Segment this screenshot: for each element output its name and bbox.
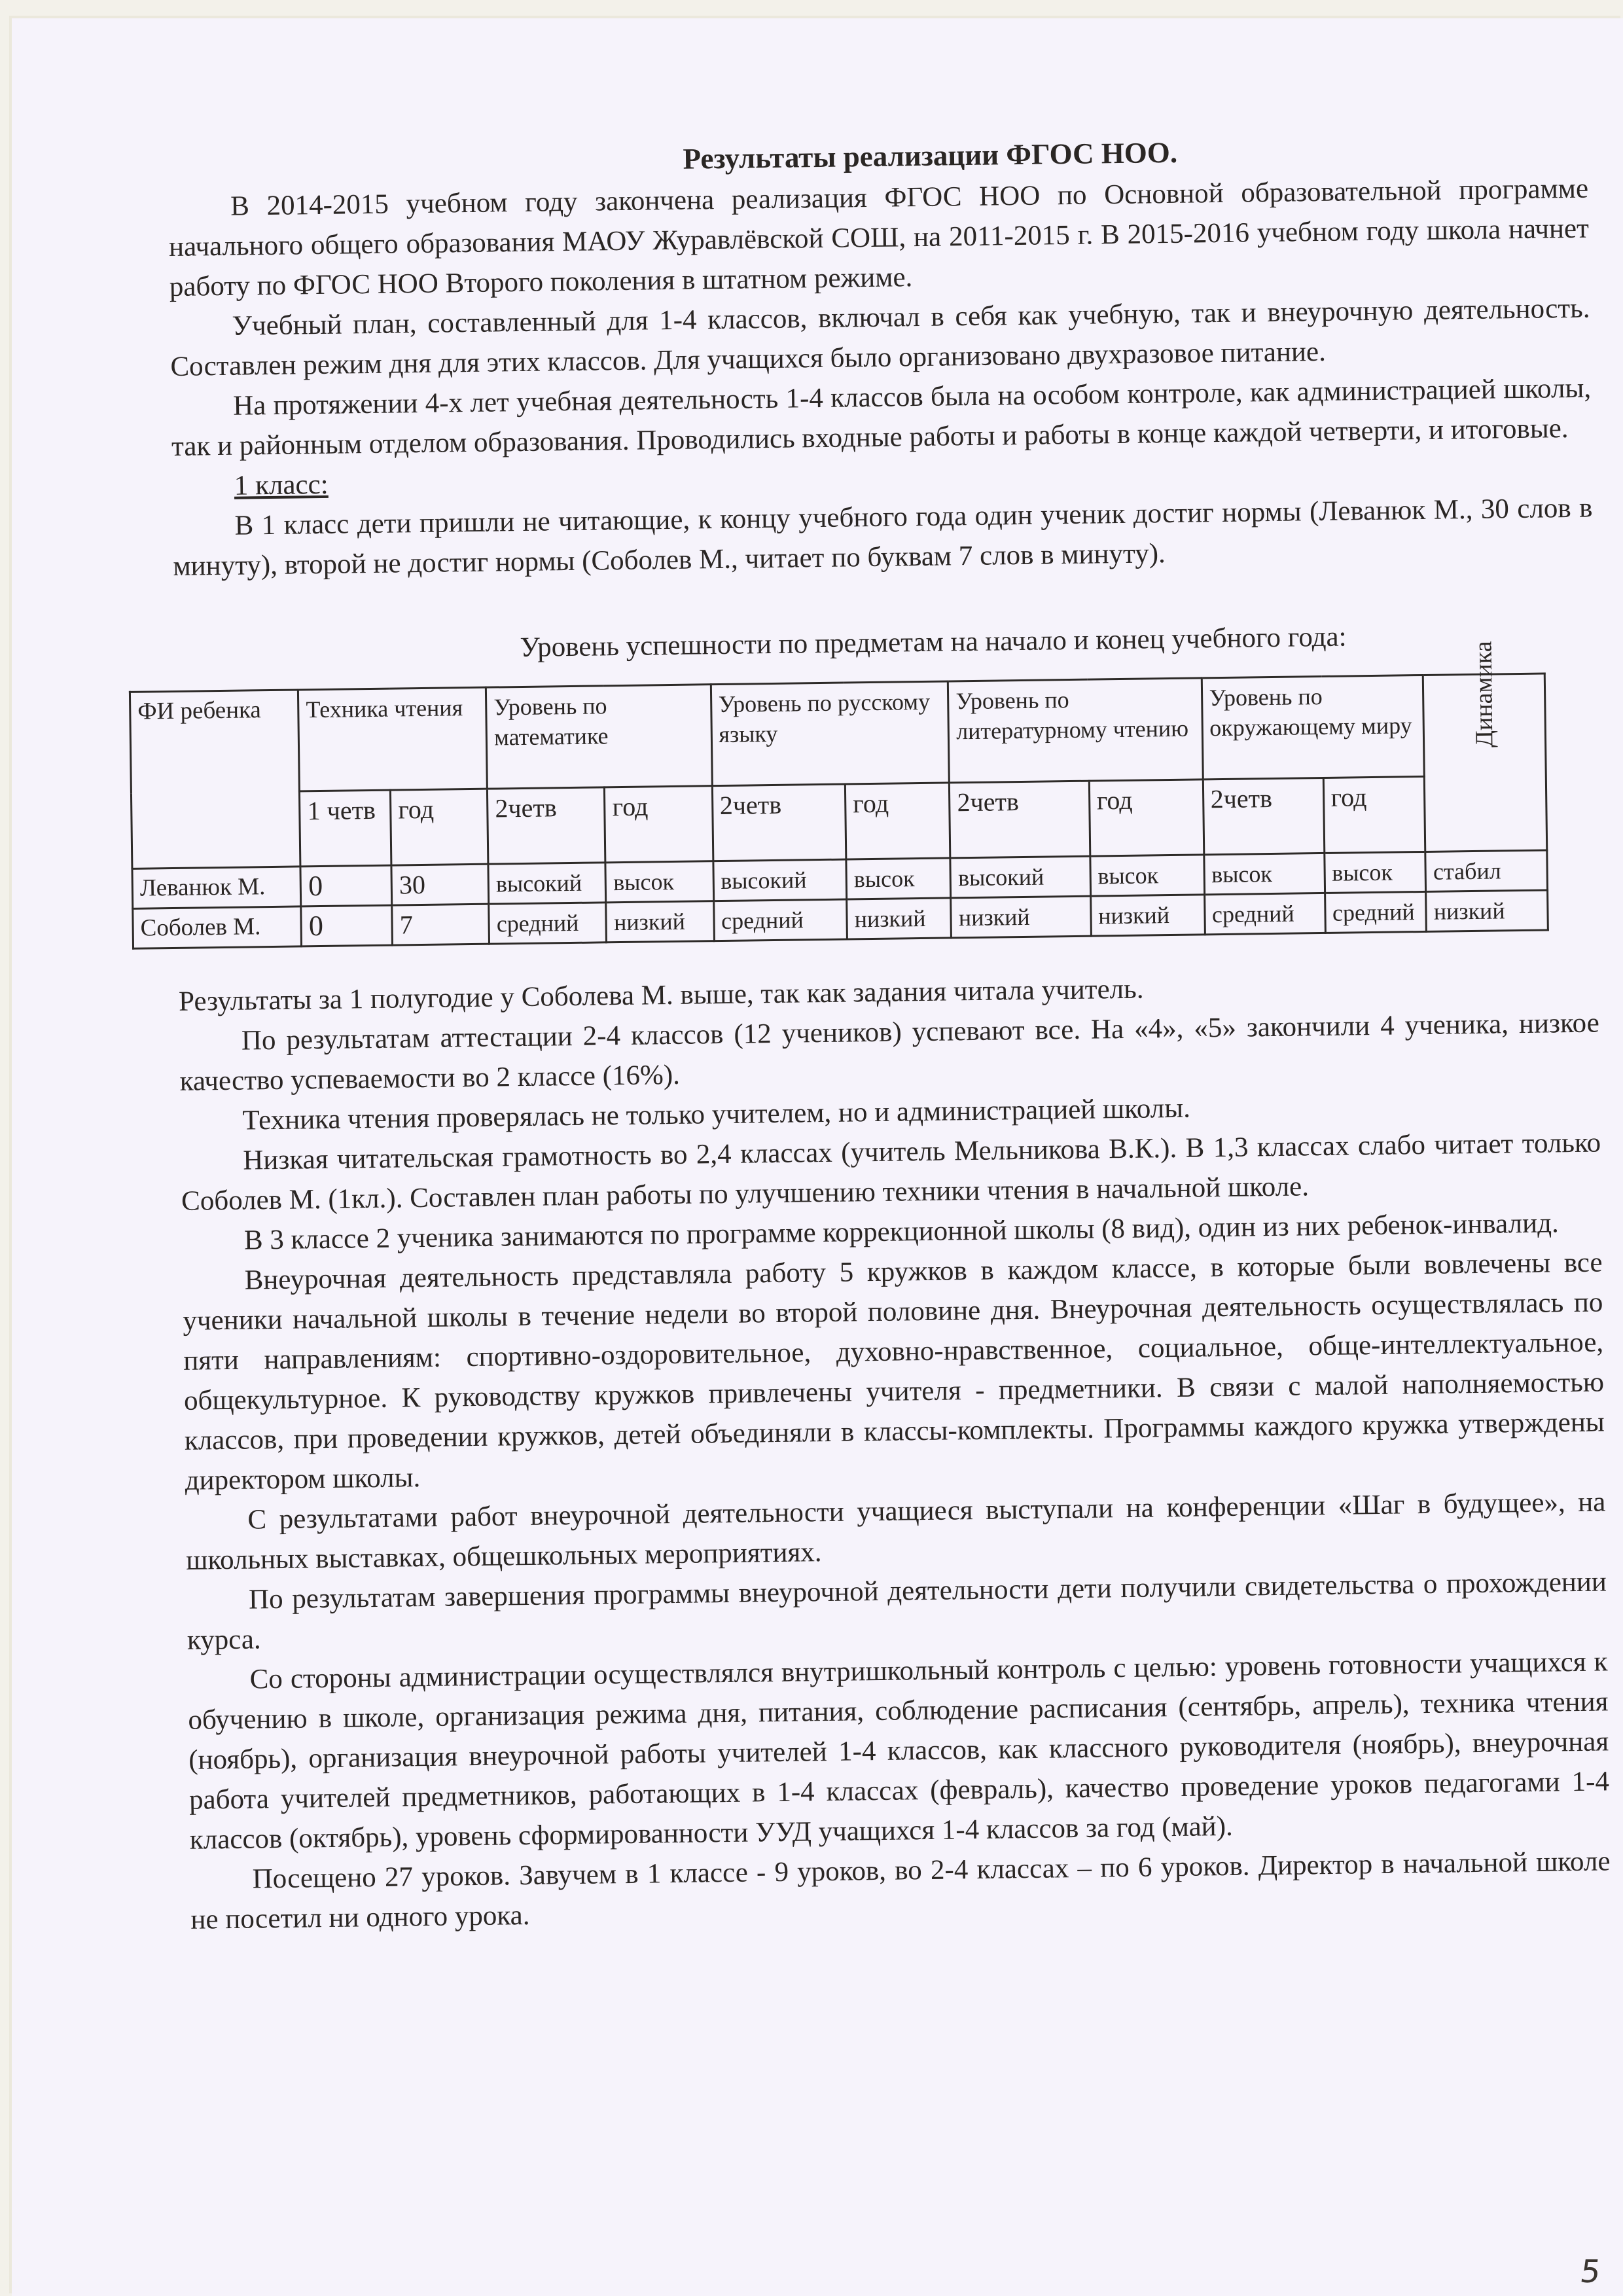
student-name: Соболев М. bbox=[133, 906, 302, 948]
table-header-row-groups bbox=[130, 673, 1546, 793]
cell-value: средний bbox=[713, 899, 847, 941]
subheading-class-1: 1 класс: bbox=[234, 469, 329, 501]
paragraph-internal-control: Со стороны администрации осуществлялся внутришкольный контроль с целью: уровень готовности учащихся к обучению в школе, организация режима дня, питания, соблюдение расписания (сентябрь, апрель), техника чтения (ноябрь), организация внеурочной работы учителей 1-4 классов, как классного руководителя (ноябрь), внеурочная работа учителей предметников, работающих в 1-4 классах (февраль), качество проведение уроков педагогами 1-4 классов (октябрь), уровень сформированности УУД учащихся 1-4 классов за год (май). bbox=[188, 1646, 1610, 1856]
paragraph-visited-lessons: Посещено 27 уроков. Завучем в 1 классе - 9 уроков, во 2-4 классах – по 6 уроков. Директор в начальной школе не посетил ни одного урока. bbox=[190, 1846, 1611, 1935]
cell-value: 0 bbox=[301, 905, 393, 946]
column-header-dynamics: Динамика bbox=[1423, 673, 1547, 852]
column-header-literary-reading: Уровень по литературному чтению bbox=[948, 678, 1203, 783]
subcolumn-header: год bbox=[391, 789, 489, 865]
cell-value: высок bbox=[605, 861, 713, 903]
table-caption: Уровень успешности по предметам на начало и конец учебного года: bbox=[520, 621, 1347, 664]
document-body bbox=[137, 128, 1611, 1940]
cell-value: высокий bbox=[488, 863, 606, 904]
cell-value: средний bbox=[1325, 891, 1427, 933]
subcolumn-header: год bbox=[1323, 776, 1425, 853]
paragraph-curriculum: Учебный план, составленный для 1-4 классов, включал в себя как учебную, так и внеурочную деятельность. Составлен режим дня для этих классов. Для учащихся было организовано двухразовое питание. bbox=[170, 293, 1590, 382]
scanned-page bbox=[12, 18, 1623, 2296]
subcolumn-header: год bbox=[845, 783, 950, 859]
page-number: 5 bbox=[1578, 2253, 1603, 2290]
paragraph-reading-check: Техника чтения проверялась не только учителем, но и администрацией школы. bbox=[242, 1092, 1191, 1136]
paragraph-certificates: По результатам завершения программы внеурочной деятельности дети получили свидетельства о прохождении курса. bbox=[187, 1566, 1607, 1656]
cell-value: высок bbox=[846, 858, 951, 899]
paragraph-extracurricular: Внеурочная деятельность представляла работу 5 кружков в каждом классе, в которые были вовлечены все ученики начальной школы в течение недели во второй половине дня. Внеурочная деятельность осуществлялась по пяти направлениям: спортивно-оздоровительное, духовно-нравственное, социальное, обще-интеллектуальное, общекультурное. К руководству кружков привлечены учителя - предметники. В связи с малой наполняемостью классов, при проведении кружков, детей объединяли в классы-комплекты. Программы каждого кружка утверждены директором школы. bbox=[183, 1247, 1605, 1496]
subcolumn-header: 2четв bbox=[1203, 778, 1324, 854]
cell-value: 30 bbox=[391, 864, 489, 905]
subcolumn-header: 2четв bbox=[712, 784, 846, 861]
paragraph-reading-literacy: Низкая читательская грамотность во 2,4 классах (учитель Мельникова В.К.). В 1,3 классах слабо читает только Соболев М. (1кл.). Составлен план работы по улучшению техники чтения в начальной школе. bbox=[181, 1127, 1601, 1217]
subcolumn-header: 2четв bbox=[950, 781, 1090, 858]
cell-value: средний bbox=[489, 903, 607, 944]
cell-value: высокий bbox=[713, 859, 846, 901]
cell-value: высок bbox=[1324, 852, 1426, 893]
column-header-russian: Уровень по русскому языку bbox=[711, 681, 950, 786]
cell-value: 7 bbox=[392, 904, 490, 945]
cell-value: низкий bbox=[951, 896, 1091, 938]
column-header-math: Уровень по математике bbox=[486, 685, 712, 789]
paragraph-class-1: В 1 класс дети пришли не читающие, к концу учебного года один ученик достиг нормы (Леванюк М., 30 слов в минуту), второй не достиг нормы (Соболев М., читает по буквам 7 слов в минуту). bbox=[173, 492, 1593, 582]
paragraph-correctional: В 3 классе 2 ученика занимаются по программе коррекционной школы (8 вид), один из них ребенок-инвалид. bbox=[243, 1208, 1559, 1256]
paragraph-conference: С результатами работ внеурочной деятельности учащиеся выступали на конференции «Шаг в будущее», на школьных выставках, общешкольных мероприятиях. bbox=[185, 1486, 1606, 1576]
paragraph-attestation: По результатам аттестации 2-4 классов (12 учеников) успевают все. На «4», «5» закончили 4 ученика, низкое качество успеваемости во 2 классе (16%). bbox=[179, 1007, 1600, 1097]
column-header-world-around: Уровень по окружающему миру bbox=[1202, 675, 1425, 779]
subcolumn-header: 1 четв bbox=[300, 790, 391, 867]
column-header-name: ФИ ребенка bbox=[130, 690, 300, 869]
paragraph-intro: В 2014-2015 учебном году закончена реализация ФГОС НОО по Основной образовательной программе начального общего образования МАОУ Журавлёвской СОШ, на 2011-2015 г. В 2015-2016 учебном году школа начнет работу по ФГОС НОО Второго поколения в штатном режиме. bbox=[168, 173, 1590, 302]
cell-value: высокий bbox=[950, 856, 1090, 898]
cell-value: низкий bbox=[847, 898, 952, 939]
subcolumn-header: год bbox=[1089, 780, 1204, 856]
subcolumn-header: год bbox=[605, 786, 713, 863]
subcolumn-header: 2четв bbox=[488, 787, 606, 864]
document-title: Результаты реализации ФГОС НОО. bbox=[683, 135, 1178, 175]
cell-value: низкий bbox=[606, 901, 714, 942]
cell-value: средний bbox=[1204, 893, 1325, 934]
paragraph-half-year-note: Результаты за 1 полугодие у Соболева М. выше, так как задания читала учитель. bbox=[178, 973, 1144, 1017]
dynamics-value: стабил bbox=[1425, 850, 1547, 891]
cell-value: 0 bbox=[300, 865, 392, 906]
paragraph-control: На протяжении 4-х лет учебная деятельность 1-4 классов была на особом контроле, как администрацией школы, так и районным отделом образования. Проводились входные работы и работы в конце каждой четверти, и итоговые. bbox=[171, 372, 1592, 462]
cell-value: высок bbox=[1204, 853, 1325, 894]
cell-value: высок bbox=[1090, 855, 1205, 896]
dynamics-value: низкий bbox=[1426, 890, 1548, 931]
cell-value: низкий bbox=[1090, 895, 1205, 936]
column-header-reading-technique: Техника чтения bbox=[298, 687, 488, 791]
student-name: Леванюк М. bbox=[132, 867, 301, 908]
